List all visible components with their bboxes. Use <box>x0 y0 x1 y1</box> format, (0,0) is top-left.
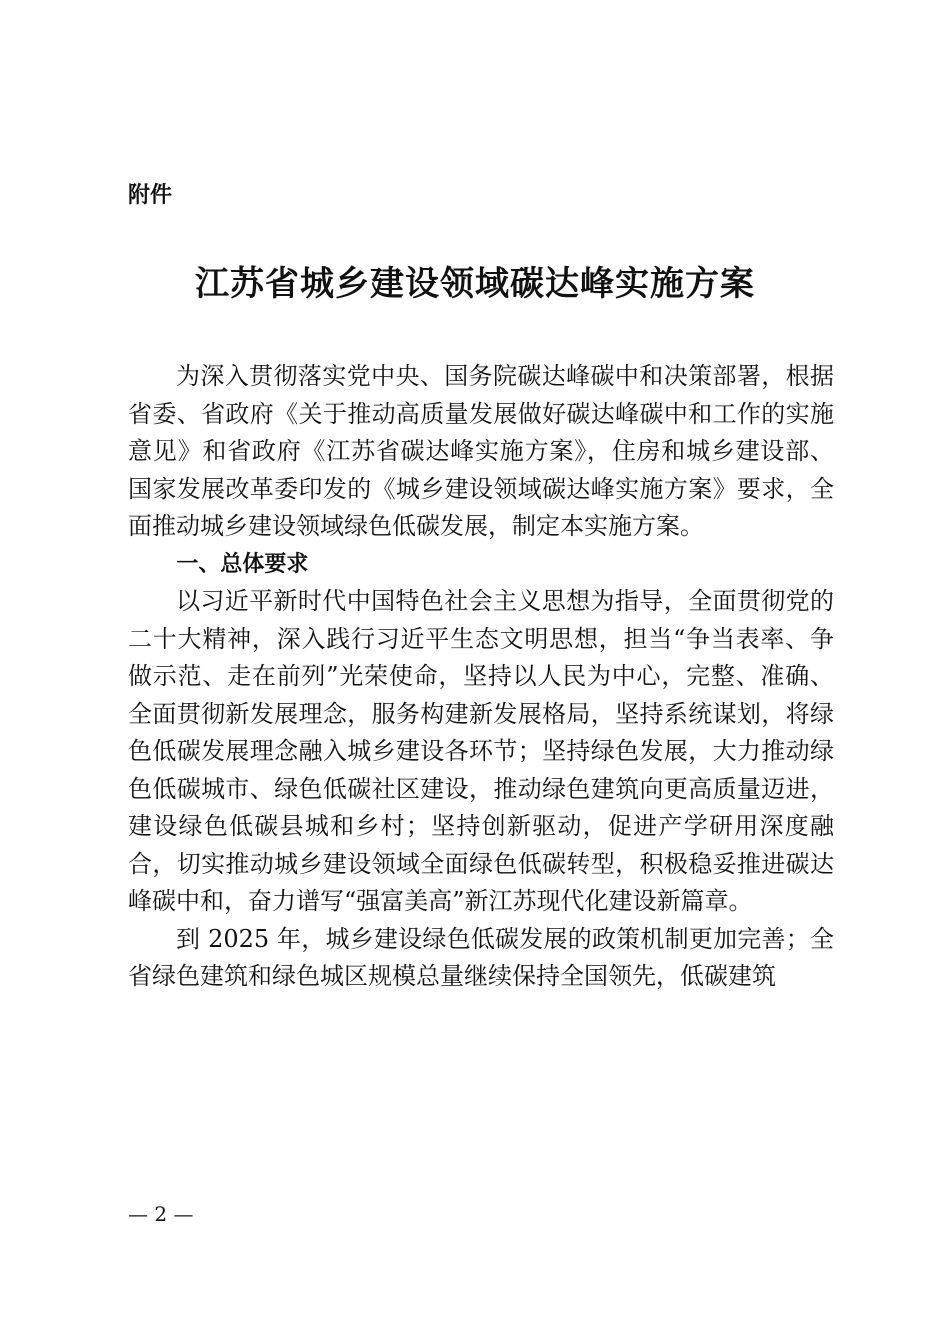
intro-paragraph: 为深入贯彻落实党中央、国务院碳达峰碳中和决策部署，根据省委、省政府《关于推动高质量发展做好碳达峰碳中和工作的实施意见》和省政府《江苏省碳达峰实施方案》，住房和城乡建设部、国家发展改革委印发的《城乡建设领域碳达峰实施方案》要求，全面推动城乡建设领域绿色低碳发展，制定本实施方案。 <box>128 362 834 540</box>
attachment-label: 附件 <box>128 183 173 208</box>
section1-paragraph-1: 以习近平新时代中国特色社会主义思想为指导，全面贯彻党的二十大精神，深入践行习近平生态文明思想，担当“争当表率、争做示范、走在前列”光荣使命，坚持以人民为中心，完整、准确、全面贯彻新发展理念，服务构建新发展格局，坚持系统谋划，将绿色低碳发展理念融入城乡建设各环节；坚持绿色发展，大力推动绿色低碳城市、绿色低碳社区建设，推动绿色建筑向更高质量迈进，建设绿色低碳县城和乡村；坚持创新驱动，促进产学研用深度融合，切实推动城乡建设领域全面绿色低碳转型，积极稳妥推进碳达峰碳中和，奋力谱写“强富美高”新江苏现代化建设新篇章。 <box>128 587 834 915</box>
section-heading-general-requirements: 一、总体要求 <box>176 551 309 577</box>
page-number: — 2 — <box>128 1202 194 1226</box>
document-title: 江苏省城乡建设领域碳达峰实施方案 <box>195 264 755 304</box>
section1-paragraph-2: 到 2025 年，城乡建设绿色低碳发展的政策机制更加完善；全省绿色建筑和绿色城区规模总量继续保持全国领先，低碳建筑 <box>128 924 834 990</box>
document-body <box>128 358 834 996</box>
